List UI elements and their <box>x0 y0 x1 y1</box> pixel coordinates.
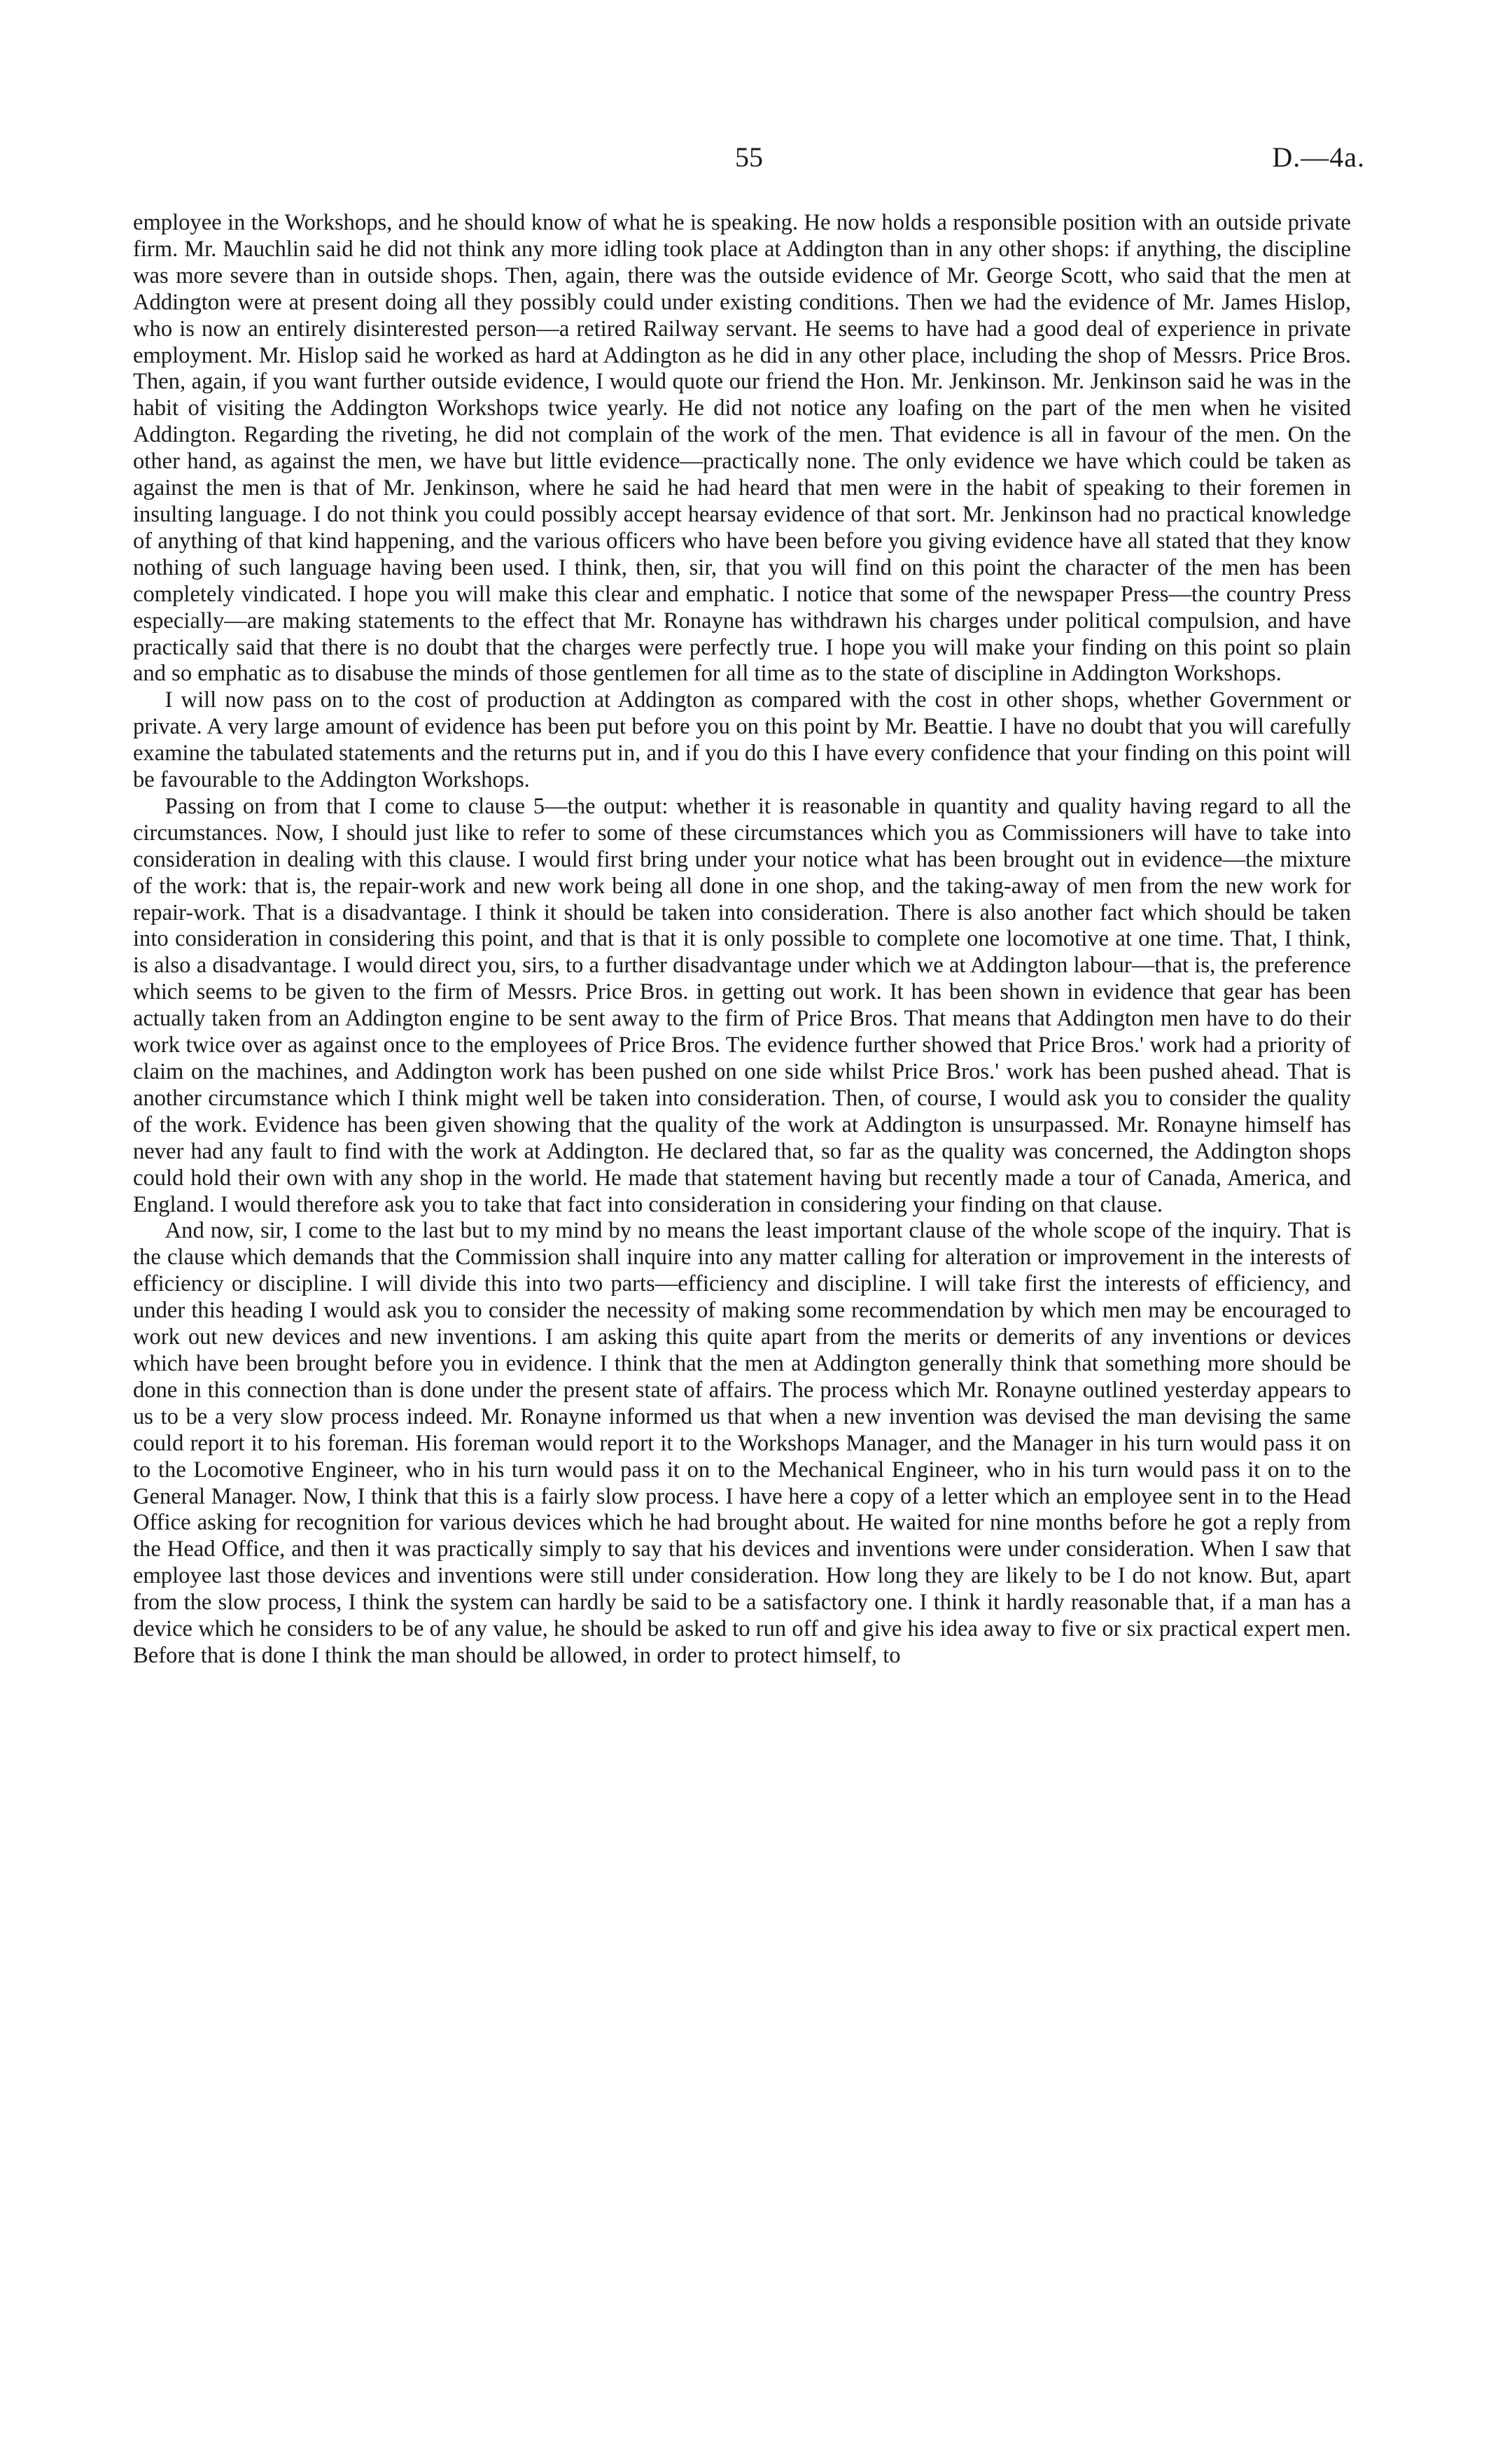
paragraph-2: I will now pass on to the cost of production at Addington as compared with the cost in other shops, whether Government or private. A very large amount of evidence has been put before you on this point by Mr. Beattie. I have no doubt that you will carefully examine the tabulated statements and the returns put in, and if you do this I have every confidence that your finding on this point will be favourable to the Addington Workshops. <box>133 687 1351 793</box>
paragraph-4: And now, sir, I come to the last but to my mind by no means the least important clause of the whole scope of the inquiry. That is the clause which demands that the Commission shall inquire into any matter calling for alteration or improvement in the interests of efficiency or discipline. I will divide this into two parts—efficiency and discipline. I will take first the interests of efficiency, and under this heading I would ask you to consider the necessity of making some recommendation by which men may be encouraged to work out new devices and new inventions. I am asking this quite apart from the merits or demerits of any inventions or devices which have been brought before you in evidence. I think that the men at Addington generally think that something more should be done in this connection than is done under the present state of affairs. The process which Mr. Ronayne outlined yesterday appears to us to be a very slow process indeed. Mr. Ronayne informed us that when a new invention was devised the man devising the same could report it to his foreman. His foreman would report it to the Workshops Manager, and the Manager in his turn would pass it on to the Locomotive Engineer, who in his turn would pass it on to the Mechanical Engineer, who in his turn would pass it on to the General Manager. Now, I think that this is a fairly slow process. I have here a copy of a letter which an employee sent in to the Head Office asking for recognition for various devices which he had brought about. He waited for nine months before he got a reply from the Head Office, and then it was practically simply to say that his devices and inventions were under consideration. When I saw that employee last those devices and inventions were still under consideration. How long they are likely to be I do not know. But, apart from the slow process, I think the system can hardly be said to be a satisfactory one. I think it hardly reasonable that, if a man has a device which he considers to be of any value, he should be asked to run off and give his idea away to five or six practical expert men. Before that is done I think the man should be allowed, in order to protect himself, to <box>133 1218 1351 1668</box>
paragraph-1: employee in the Workshops, and he should know of what he is speaking. He now holds a responsible position with an outside private firm. Mr. Mauchlin said he did not think any more idling took place at Addington than in any other shops: if anything, the discipline was more severe than in outside shops. Then, again, there was the outside evidence of Mr. George Scott, who said that the men at Addington were at present doing all they possibly could under existing conditions. Then we had the evidence of Mr. James Hislop, who is now an entirely disinterested person—a retired Railway servant. He seems to have had a good deal of experience in private employment. Mr. Hislop said he worked as hard at Addington as he did in any other place, including the shop of Messrs. Price Bros. Then, again, if you want further outside evidence, I would quote our friend the Hon. Mr. Jenkinson. Mr. Jenkinson said he was in the habit of visiting the Addington Workshops twice yearly. He did not notice any loafing on the part of the men when he visited Addington. Regarding the riveting, he did not complain of the work of the men. That evidence is all in favour of the men. On the other hand, as against the men, we have but little evidence—practically none. The only evidence we have which could be taken as against the men is that of Mr. Jenkinson, where he said he had heard that men were in the habit of speaking to their foremen in insulting language. I do not think you could possibly accept hearsay evidence of that sort. Mr. Jenkinson had no practical knowledge of anything of that kind happening, and the various officers who have been before you giving evidence have all stated that they know nothing of such language having been used. I think, then, sir, that you will find on this point the character of the men has been completely vindicated. I hope you will make this clear and emphatic. I notice that some of the newspaper Press—the country Press especially—are making statements to the effect that Mr. Ronayne has withdrawn his charges under political compulsion, and have practically said that there is no doubt that the charges were perfectly true. I hope you will make your finding on this point so plain and so emphatic as to disabuse the minds of those gentlemen for all time as to the state of discipline in Addington Workshops. <box>133 210 1351 687</box>
page-number: 55 <box>735 141 763 173</box>
body-text <box>133 210 1351 1670</box>
page-header <box>133 136 1365 178</box>
document-reference: D.—4a. <box>1272 141 1365 173</box>
paragraph-3: Passing on from that I come to clause 5—the output: whether it is reasonable in quantity and quality having regard to all the circumstances. Now, I should just like to refer to some of these circumstances which you as Commissioners will have to take into consideration in dealing with this clause. I would first bring under your notice what has been brought out in evidence—the mixture of the work: that is, the repair-work and new work being all done in one shop, and the taking-away of men from the new work for repair-work. That is a disadvantage. I think it should be taken into consideration. There is also another fact which should be taken into consideration in considering this point, and that is that it is only possible to complete one locomotive at one time. That, I think, is also a disadvantage. I would direct you, sirs, to a further disadvantage under which we at Addington labour—that is, the preference which seems to be given to the firm of Messrs. Price Bros. in getting out work. It has been shown in evidence that gear has been actually taken from an Addington engine to be sent away to the firm of Price Bros. That means that Addington men have to do their work twice over as against once to the employees of Price Bros. The evidence further showed that Price Bros.' work had a priority of claim on the machines, and Addington work has been pushed on one side whilst Price Bros.' work has been pushed ahead. That is another circumstance which I think might well be taken into consideration. Then, of course, I would ask you to consider the quality of the work. Evidence has been given showing that the quality of the work at Addington is unsurpassed. Mr. Ronayne himself has never had any fault to find with the work at Addington. He declared that, so far as the quality was concerned, the Addington shops could hold their own with any shop in the world. He made that statement having but recently made a tour of Canada, America, and England. I would therefore ask you to take that fact into consideration in considering your finding on that clause. <box>133 793 1351 1217</box>
